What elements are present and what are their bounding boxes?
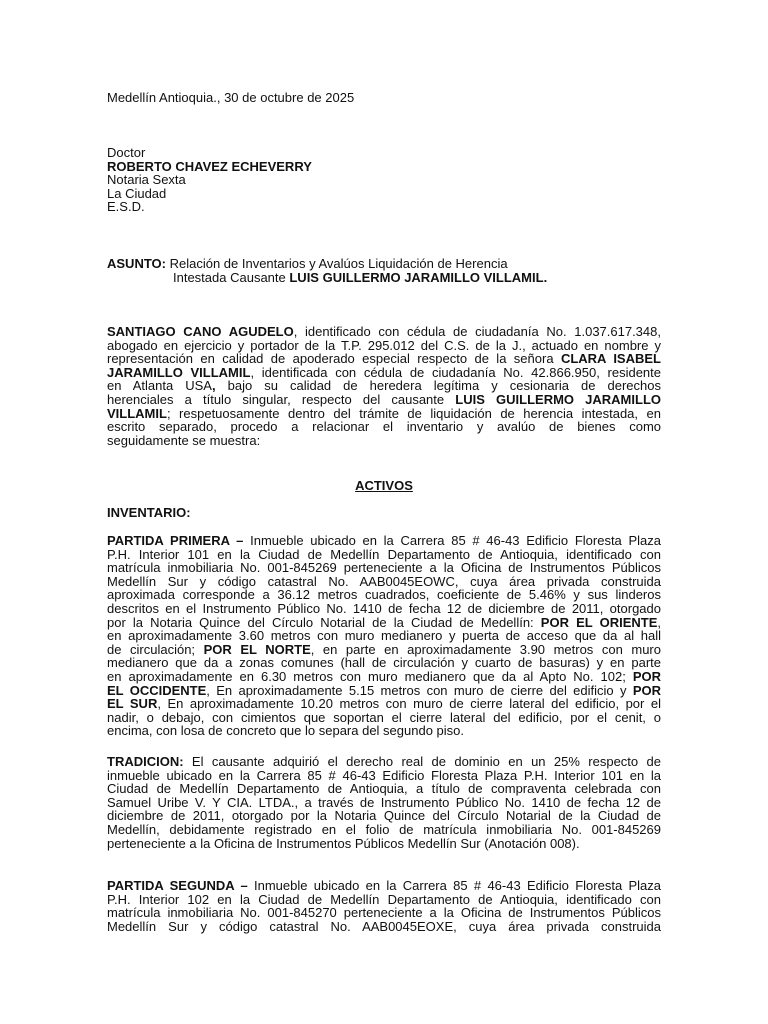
partida-text: Inmueble ubicado en la Carrera 85 # 46-43 Edificio Floresta Plaza — [247, 878, 661, 893]
intro-client-name: CLARA ISABEL — [560, 351, 661, 367]
subject-line2-text: Intestada Causante — [173, 269, 290, 285]
partida-primera-paragraph — [107, 534, 661, 738]
recipient-block — [107, 146, 661, 214]
recipient-city: La Ciudad — [107, 185, 167, 201]
partida-segunda-title: PARTIDA SEGUNDA – — [107, 878, 248, 893]
intro-text: bajo su calidad de heredera legítima y cesionaria de derechos — [215, 378, 661, 394]
partida-text: , En aproximadamente 10.20 metros con muro de cierre lateral del edificio, por el — [157, 696, 661, 712]
partida-text: en aproximadamente en 6.30 metros con muro medianero que da al Apto No. 102; — [107, 668, 633, 684]
tradicion-text: Medellín, debidamente registrado en el folio de matrícula inmobiliaria No. 001-845269 — [107, 821, 661, 837]
partida-text: de circulación; — [107, 641, 204, 657]
intro-text: ; respetuosamente dentro del trámite de liquidación de herencia intestada, en — [166, 405, 661, 421]
intro-text: seguidamente se muestra: — [107, 432, 261, 448]
intro-client-name: JARAMILLO VILLAMIL — [107, 364, 251, 380]
inventario-heading: INVENTARIO: — [107, 505, 191, 520]
partida-primera-title: PARTIDA PRIMERA – — [107, 533, 244, 548]
boundary-label: POR — [632, 682, 661, 698]
partida-text: , en parte en aproximadamente 3.90 metros con muro — [310, 641, 661, 657]
partida-text: descritos en el Instrumento Público No. 1410 de fecha 12 de diciembre de 2011, otorgado — [107, 600, 661, 616]
partida-text: Medellín Sur y código catastral No. AAB0045EOWC, cuya área privada construida — [107, 573, 661, 589]
partida-text: encima, con losa de concreto que lo separa del segundo piso. — [107, 723, 465, 739]
tradicion-text: diciembre de 2011, otorgado por la Notaria Quince del Círculo Notarial de la Ciudad de — [107, 808, 661, 824]
tradicion-text: El causante adquirió el derecho real de dominio en un 25% respecto de — [183, 754, 661, 769]
intro-text: , — [211, 378, 216, 394]
partida-text: P.H. Interior 102 en la Ciudad de Medellín Departamento de Antioquia, identificado con — [107, 891, 661, 907]
recipient-salutation: Doctor — [107, 145, 146, 160]
intro-paragraph — [107, 325, 661, 447]
partida-text: matrícula inmobiliaria No. 001-845270 perteneciente a la Oficina de Instrumentos Públicos — [107, 905, 661, 921]
partida-text: aproximada corresponde a 36.12 metros cuadrados, coeficiente de 5.46% y sus linderos — [107, 587, 661, 603]
recipient-office: Notaria Sexta — [107, 172, 186, 188]
intro-text: , identificado con cédula de ciudadanía No. 1.037.617.348, — [293, 324, 661, 339]
tradicion-paragraph — [107, 755, 661, 850]
date-line: Medellín Antioquia., 30 de octubre de 2025 — [107, 90, 355, 105]
subject-line1: Relación de Inventarios y Avalúos Liquidación de Herencia — [165, 256, 508, 271]
intro-text: escrito separado, procedo a relacionar el inventario y avalúo de bienes como — [107, 419, 661, 435]
partida-text: por la Notaria Quince del Círculo Notarial de la Ciudad de Medellín: — [107, 614, 541, 630]
partida-text: Medellín Sur y código catastral No. AAB0045EOXE, cuya área privada construida — [107, 918, 661, 934]
subject-label: ASUNTO: — [107, 256, 166, 271]
tradicion-text: Samuel Uribe V. Y CIA. LTDA., a través de Instrumento Público No. 1410 de fecha 12 de — [107, 794, 661, 810]
partida-text: , En aproximadamente 5.15 metros con muro de cierre del edificio y — [206, 682, 633, 698]
intro-attorney-name: SANTIAGO CANO AGUDELO — [107, 324, 294, 339]
boundary-label: EL OCCIDENTE — [107, 682, 207, 698]
intro-decedent-name: VILLAMIL — [107, 405, 167, 421]
partida-text: matrícula inmobiliaria No. 001-845269 perteneciente a la Oficina de Instrumentos Públicos — [107, 560, 661, 576]
intro-text: representación en calidad de apoderado especial respecto de la señora — [107, 351, 561, 367]
partida-text: nadir, o debajo, con cimientos que soportan el cierre lateral del edificio, por el cenit, o — [107, 709, 661, 725]
partida-text: , — [657, 614, 661, 630]
partida-text: Inmueble ubicado en la Carrera 85 # 46-43 Edificio Floresta Plaza — [243, 533, 661, 548]
tradicion-text: perteneciente a la Oficina de Instrumentos Públicos Medellín Sur (Anotación 008). — [107, 835, 580, 851]
intro-text: en Atlanta USA — [107, 378, 212, 394]
recipient-name: ROBERTO CHAVEZ ECHEVERRY — [107, 158, 312, 174]
boundary-label: POR EL NORTE — [203, 641, 311, 657]
partida-text: medianero que da a zonas comunes (hall de circulación y cuarto de basuras) y en parte — [107, 655, 661, 671]
tradicion-text: Ciudad de Medellín Departamento de Antioquia, a título de compraventa celebrada con — [107, 781, 661, 797]
intro-text: , identificada con cédula de ciudadanía No. 42.866.950, residente — [250, 364, 661, 380]
subject-line2-bold: LUIS GUILLERMO JARAMILLO VILLAMIL. — [289, 269, 548, 285]
subject-block — [107, 257, 661, 284]
intro-text: abogado en ejercicio y portador de la T.P. 295.012 del C.S. de la J., actuado en nombre y — [107, 337, 661, 353]
tradicion-text: inmueble ubicado en la Carrera 85 # 46-43 Edificio Floresta Plaza P.H. Interior 101 en la — [107, 767, 661, 783]
boundary-label: EL SUR — [107, 696, 158, 712]
activos-heading: ACTIVOS — [355, 478, 413, 493]
boundary-label: POR EL ORIENTE — [540, 614, 658, 630]
intro-text: herenciales a título singular, respecto del causante — [107, 391, 456, 407]
partida-text: P.H. Interior 101 en la Ciudad de Medellín Departamento de Antioquia, identificado con — [107, 546, 661, 562]
partida-text: en aproximadamente 3.60 metros con muro medianero y puerta de acceso que da al hall — [107, 628, 661, 644]
recipient-esd: E.S.D. — [107, 199, 145, 215]
tradicion-title: TRADICION: — [107, 754, 184, 769]
intro-decedent-name: LUIS GUILLERMO JARAMILLO — [455, 391, 661, 407]
partida-segunda-paragraph — [107, 879, 661, 933]
boundary-label: POR — [632, 668, 661, 684]
